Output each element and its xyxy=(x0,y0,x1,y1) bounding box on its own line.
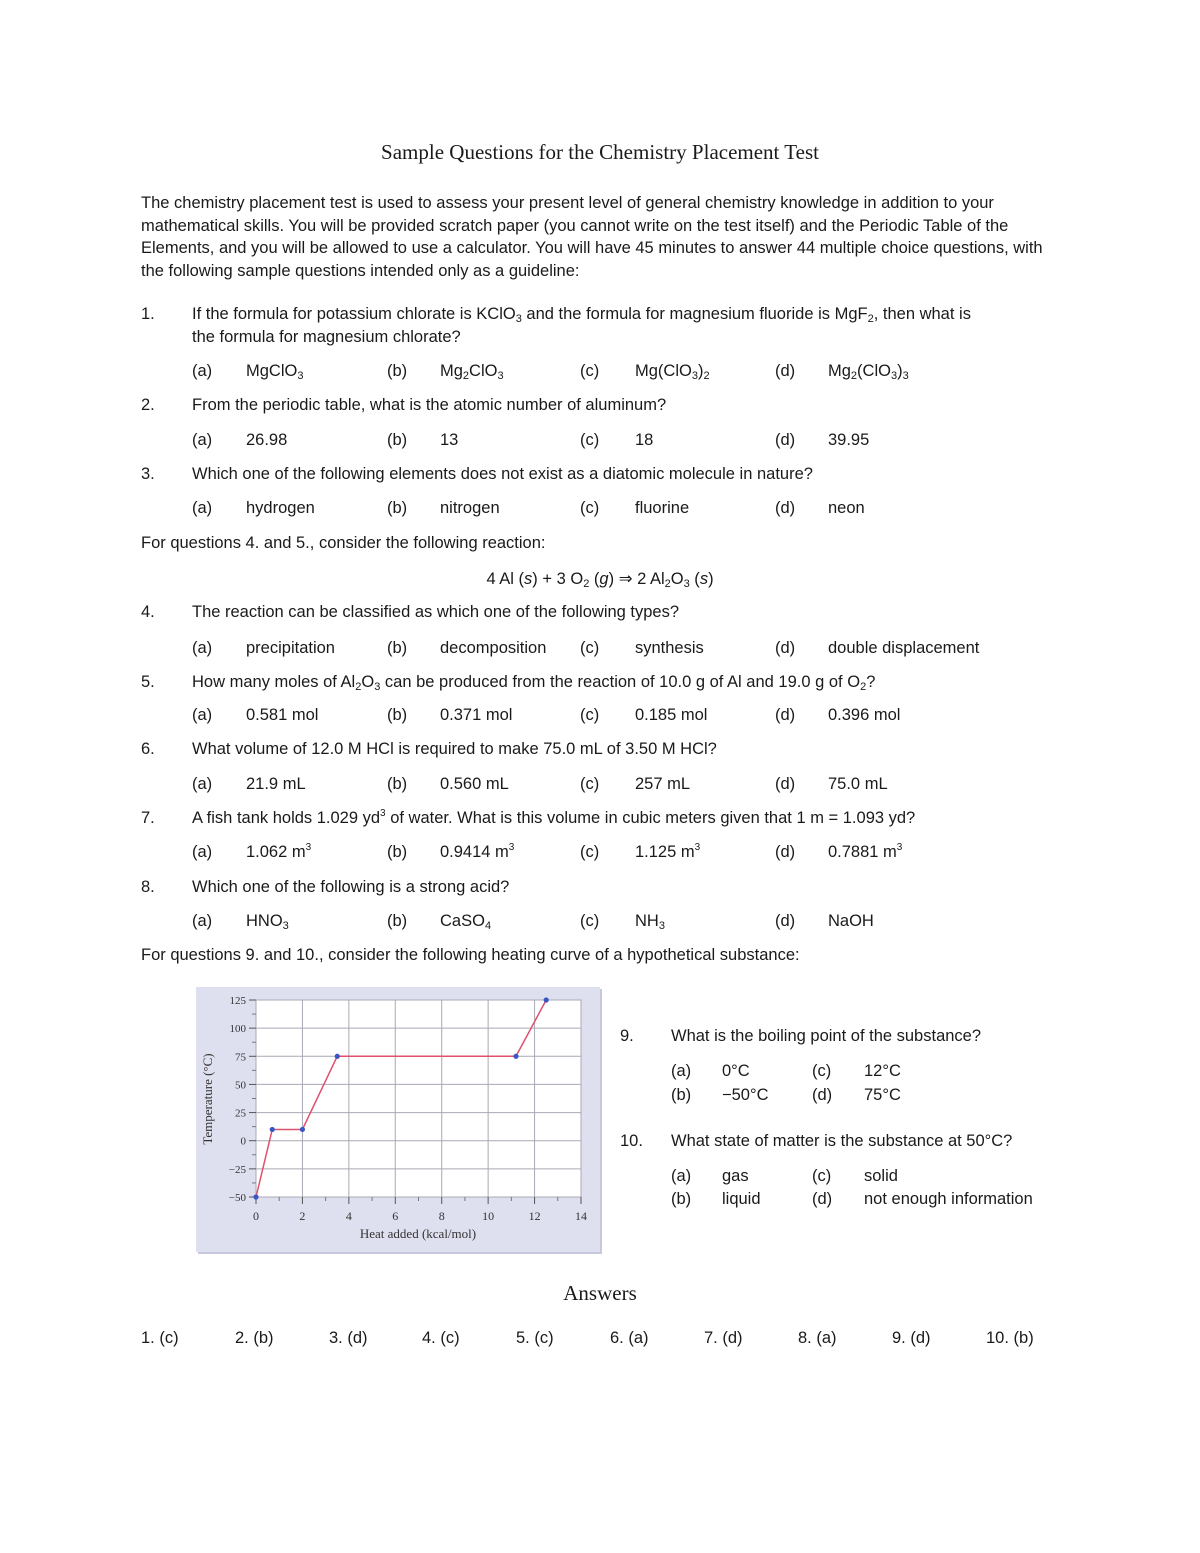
x-tick-label: 12 xyxy=(528,1209,541,1223)
option-a: MgClO$_3$ xyxy=(246,362,304,382)
option-d: 75.0 mL xyxy=(828,775,888,793)
reaction-equation: 4 Al (s) + 3 $O_2$ (g) ⇒ 2 $Al_2O_3$ (s) xyxy=(486,570,714,590)
answer-item: 1. (c) xyxy=(141,1329,179,1347)
option-d: $Mg_2(ClO_3)_3$ xyxy=(828,362,909,382)
option-a: 0.581 mol xyxy=(246,706,319,724)
chart-svg xyxy=(196,987,600,1252)
option-label: (d) xyxy=(775,912,796,930)
option-b: −50°C xyxy=(722,1086,769,1104)
answer-item: 4. (c) xyxy=(422,1329,460,1347)
option-a: 0°C xyxy=(722,1062,750,1080)
question-number: 4. xyxy=(141,603,155,621)
option-a: 26.98 xyxy=(246,431,288,449)
data-point xyxy=(513,1054,518,1059)
question-number: 2. xyxy=(141,396,155,414)
option-label: (d) xyxy=(775,706,796,724)
question-text: What is the boiling point of the substance? xyxy=(671,1027,982,1045)
option-c: 257 mL xyxy=(635,775,691,793)
option-c: 12°C xyxy=(864,1062,901,1080)
option-label: (a) xyxy=(192,431,213,449)
answer-item: 10. (b) xyxy=(986,1329,1034,1347)
question-text: Which one of the following elements does not exist as a diatomic molecule in nature? xyxy=(192,465,813,483)
option-label: (a) xyxy=(192,362,213,380)
answer-item: 9. (d) xyxy=(892,1329,931,1347)
option-label: (d) xyxy=(775,639,796,657)
y-tick-label: 50 xyxy=(235,1079,246,1092)
page-title: Sample Questions for the Chemistry Placement Test xyxy=(381,140,819,164)
option-c: $Mg(ClO_3)_2$ xyxy=(635,362,710,382)
option-label: (c) xyxy=(580,843,600,861)
option-label: (a) xyxy=(192,706,213,724)
x-tick-label: 2 xyxy=(299,1209,306,1223)
x-tick-label: 10 xyxy=(482,1209,495,1223)
option-c: 0.185 mol xyxy=(635,706,708,724)
plot-area xyxy=(256,1000,581,1197)
option-label: (b) xyxy=(387,431,408,449)
question-number: 10. xyxy=(620,1132,643,1150)
option-d: neon xyxy=(828,499,865,517)
option-label: (c) xyxy=(580,912,600,930)
data-point xyxy=(253,1194,258,1199)
x-axis-label: Heat added (kcal/mol) xyxy=(359,1226,477,1241)
option-b: 0.9414 $m^3$ xyxy=(440,842,515,861)
y-tick-label: 125 xyxy=(229,995,246,1007)
question-text: The reaction can be classified as which one of the following types? xyxy=(192,603,680,621)
question-text: What volume of 12.0 M HCl is required to make 75.0 mL of 3.50 M HCl? xyxy=(192,740,717,758)
option-a: $HNO_3$ xyxy=(246,912,289,932)
option-a: 21.9 mL xyxy=(246,775,306,793)
option-label: (a) xyxy=(192,499,213,517)
option-label: (c) xyxy=(812,1062,832,1080)
question-text: If the formula for potassium chlorate is KClO$_3$ and the formula for magnesium fluoride is MgF$_2$, then what is xyxy=(192,305,971,325)
option-b: $Mg_2ClO_3$ xyxy=(440,362,504,382)
option-label: (d) xyxy=(775,775,796,793)
option-d: 0.396 mol xyxy=(828,706,901,724)
option-d: NaOH xyxy=(828,912,874,930)
option-c: synthesis xyxy=(635,639,704,657)
option-label: (d) xyxy=(775,843,796,861)
option-d: 75°C xyxy=(864,1086,901,1104)
question-text: Which one of the following is a strong acid? xyxy=(192,878,510,896)
question-number: 9. xyxy=(620,1027,634,1045)
instruction-text: For questions 4. and 5., consider the following reaction: xyxy=(141,534,546,552)
option-c: 1.125 $m^3$ xyxy=(635,842,701,861)
y-tick-label: −50 xyxy=(228,1192,246,1204)
question-number: 3. xyxy=(141,465,155,483)
option-label: (b) xyxy=(387,843,408,861)
y-tick-label: 0 xyxy=(240,1135,246,1148)
y-tick-label: 25 xyxy=(235,1107,246,1120)
option-label: (d) xyxy=(812,1190,833,1208)
option-label: (b) xyxy=(387,499,408,517)
question-text: From the periodic table, what is the atomic number of aluminum? xyxy=(192,396,667,414)
question-number: 8. xyxy=(141,878,155,896)
option-d: 0.7881 $m^3$ xyxy=(828,842,903,861)
option-label: (d) xyxy=(775,499,796,517)
data-point xyxy=(335,1054,340,1059)
instruction-text: For questions 9. and 10., consider the following heating curve of a hypothetical substance: xyxy=(141,946,800,964)
option-c: solid xyxy=(864,1167,898,1185)
answers-heading: Answers xyxy=(563,1281,637,1305)
option-label: (a) xyxy=(671,1167,692,1185)
option-d: not enough information xyxy=(864,1190,1033,1208)
option-label: (b) xyxy=(387,706,408,724)
option-label: (b) xyxy=(387,775,408,793)
x-tick-label: 0 xyxy=(253,1209,259,1223)
option-c: 18 xyxy=(635,431,654,449)
option-label: (a) xyxy=(192,639,213,657)
option-b: 13 xyxy=(440,431,459,449)
option-label: (b) xyxy=(387,362,408,380)
option-a: 1.062 $m^3$ xyxy=(246,842,312,861)
option-c: fluorine xyxy=(635,499,690,517)
intro-paragraph: The chemistry placement test is used to assess your present level of general chemistry knowledge in addition to your mathematical skills. You will be provided scratch paper (you cannot write on the test itself) and the Periodic Table of the Elements, and you will be allowed to use a calculator. You will have 45 minutes to answer 44 multiple choice questions, with the following sample questions intended only as a guideline: xyxy=(141,194,1043,281)
option-label: (c) xyxy=(580,362,600,380)
option-label: (d) xyxy=(812,1086,833,1104)
answer-item: 5. (c) xyxy=(516,1329,554,1347)
option-label: (c) xyxy=(580,706,600,724)
option-label: (a) xyxy=(192,912,213,930)
option-label: (b) xyxy=(671,1190,692,1208)
y-axis-label: Temperature (°C) xyxy=(200,1053,215,1145)
x-tick-label: 6 xyxy=(392,1209,399,1223)
y-tick-label: 100 xyxy=(229,1023,246,1036)
option-label: (c) xyxy=(812,1167,832,1185)
question-text: What state of matter is the substance at 50°C? xyxy=(671,1132,1013,1150)
question-number: 7. xyxy=(141,809,155,827)
question-number: 6. xyxy=(141,740,155,758)
question-text: How many moles of $Al_2O_3$ can be produced from the reaction of 10.0 g of Al and 19.0 g of $O_2$? xyxy=(192,673,876,693)
question-number: 1. xyxy=(141,305,155,323)
answer-item: 3. (d) xyxy=(329,1329,368,1347)
answer-item: 7. (d) xyxy=(704,1329,743,1347)
x-tick-label: 8 xyxy=(438,1209,445,1223)
option-a: hydrogen xyxy=(246,499,315,517)
option-label: (a) xyxy=(671,1062,692,1080)
data-point xyxy=(544,997,549,1002)
option-label: (c) xyxy=(580,431,600,449)
heating-curve-chart xyxy=(196,987,600,1252)
option-label: (a) xyxy=(192,775,213,793)
x-tick-label: 14 xyxy=(575,1209,587,1223)
option-label: (b) xyxy=(387,639,408,657)
option-b: decomposition xyxy=(440,639,547,657)
option-b: 0.560 mL xyxy=(440,775,509,793)
option-a: gas xyxy=(722,1167,749,1185)
x-tick-label: 4 xyxy=(345,1209,352,1223)
question-number: 5. xyxy=(141,673,155,691)
option-b: nitrogen xyxy=(440,499,500,517)
option-label: (c) xyxy=(580,639,600,657)
question-text-line2: the formula for magnesium chlorate? xyxy=(192,328,461,346)
option-label: (a) xyxy=(192,843,213,861)
option-label: (d) xyxy=(775,362,796,380)
y-tick-label: −25 xyxy=(228,1163,246,1176)
answer-item: 8. (a) xyxy=(798,1329,837,1347)
data-point xyxy=(300,1127,305,1132)
y-tick-label: 75 xyxy=(235,1051,246,1064)
data-point xyxy=(270,1127,275,1132)
option-b: liquid xyxy=(722,1190,761,1208)
option-b: CaSO$_4$ xyxy=(440,912,492,932)
option-label: (c) xyxy=(580,775,600,793)
option-a: precipitation xyxy=(246,639,335,657)
question-text: A fish tank holds 1.029 $yd^3$ of water. What is this volume in cubic meters given that 1 m = 1.093 yd? xyxy=(192,808,916,827)
option-d: 39.95 xyxy=(828,431,870,449)
option-label: (d) xyxy=(775,431,796,449)
option-label: (b) xyxy=(671,1086,692,1104)
option-d: double displacement xyxy=(828,639,980,657)
option-b: 0.371 mol xyxy=(440,706,513,724)
answer-item: 2. (b) xyxy=(235,1329,274,1347)
option-label: (c) xyxy=(580,499,600,517)
option-label: (b) xyxy=(387,912,408,930)
answer-item: 6. (a) xyxy=(610,1329,649,1347)
option-c: $NH_3$ xyxy=(635,912,665,932)
